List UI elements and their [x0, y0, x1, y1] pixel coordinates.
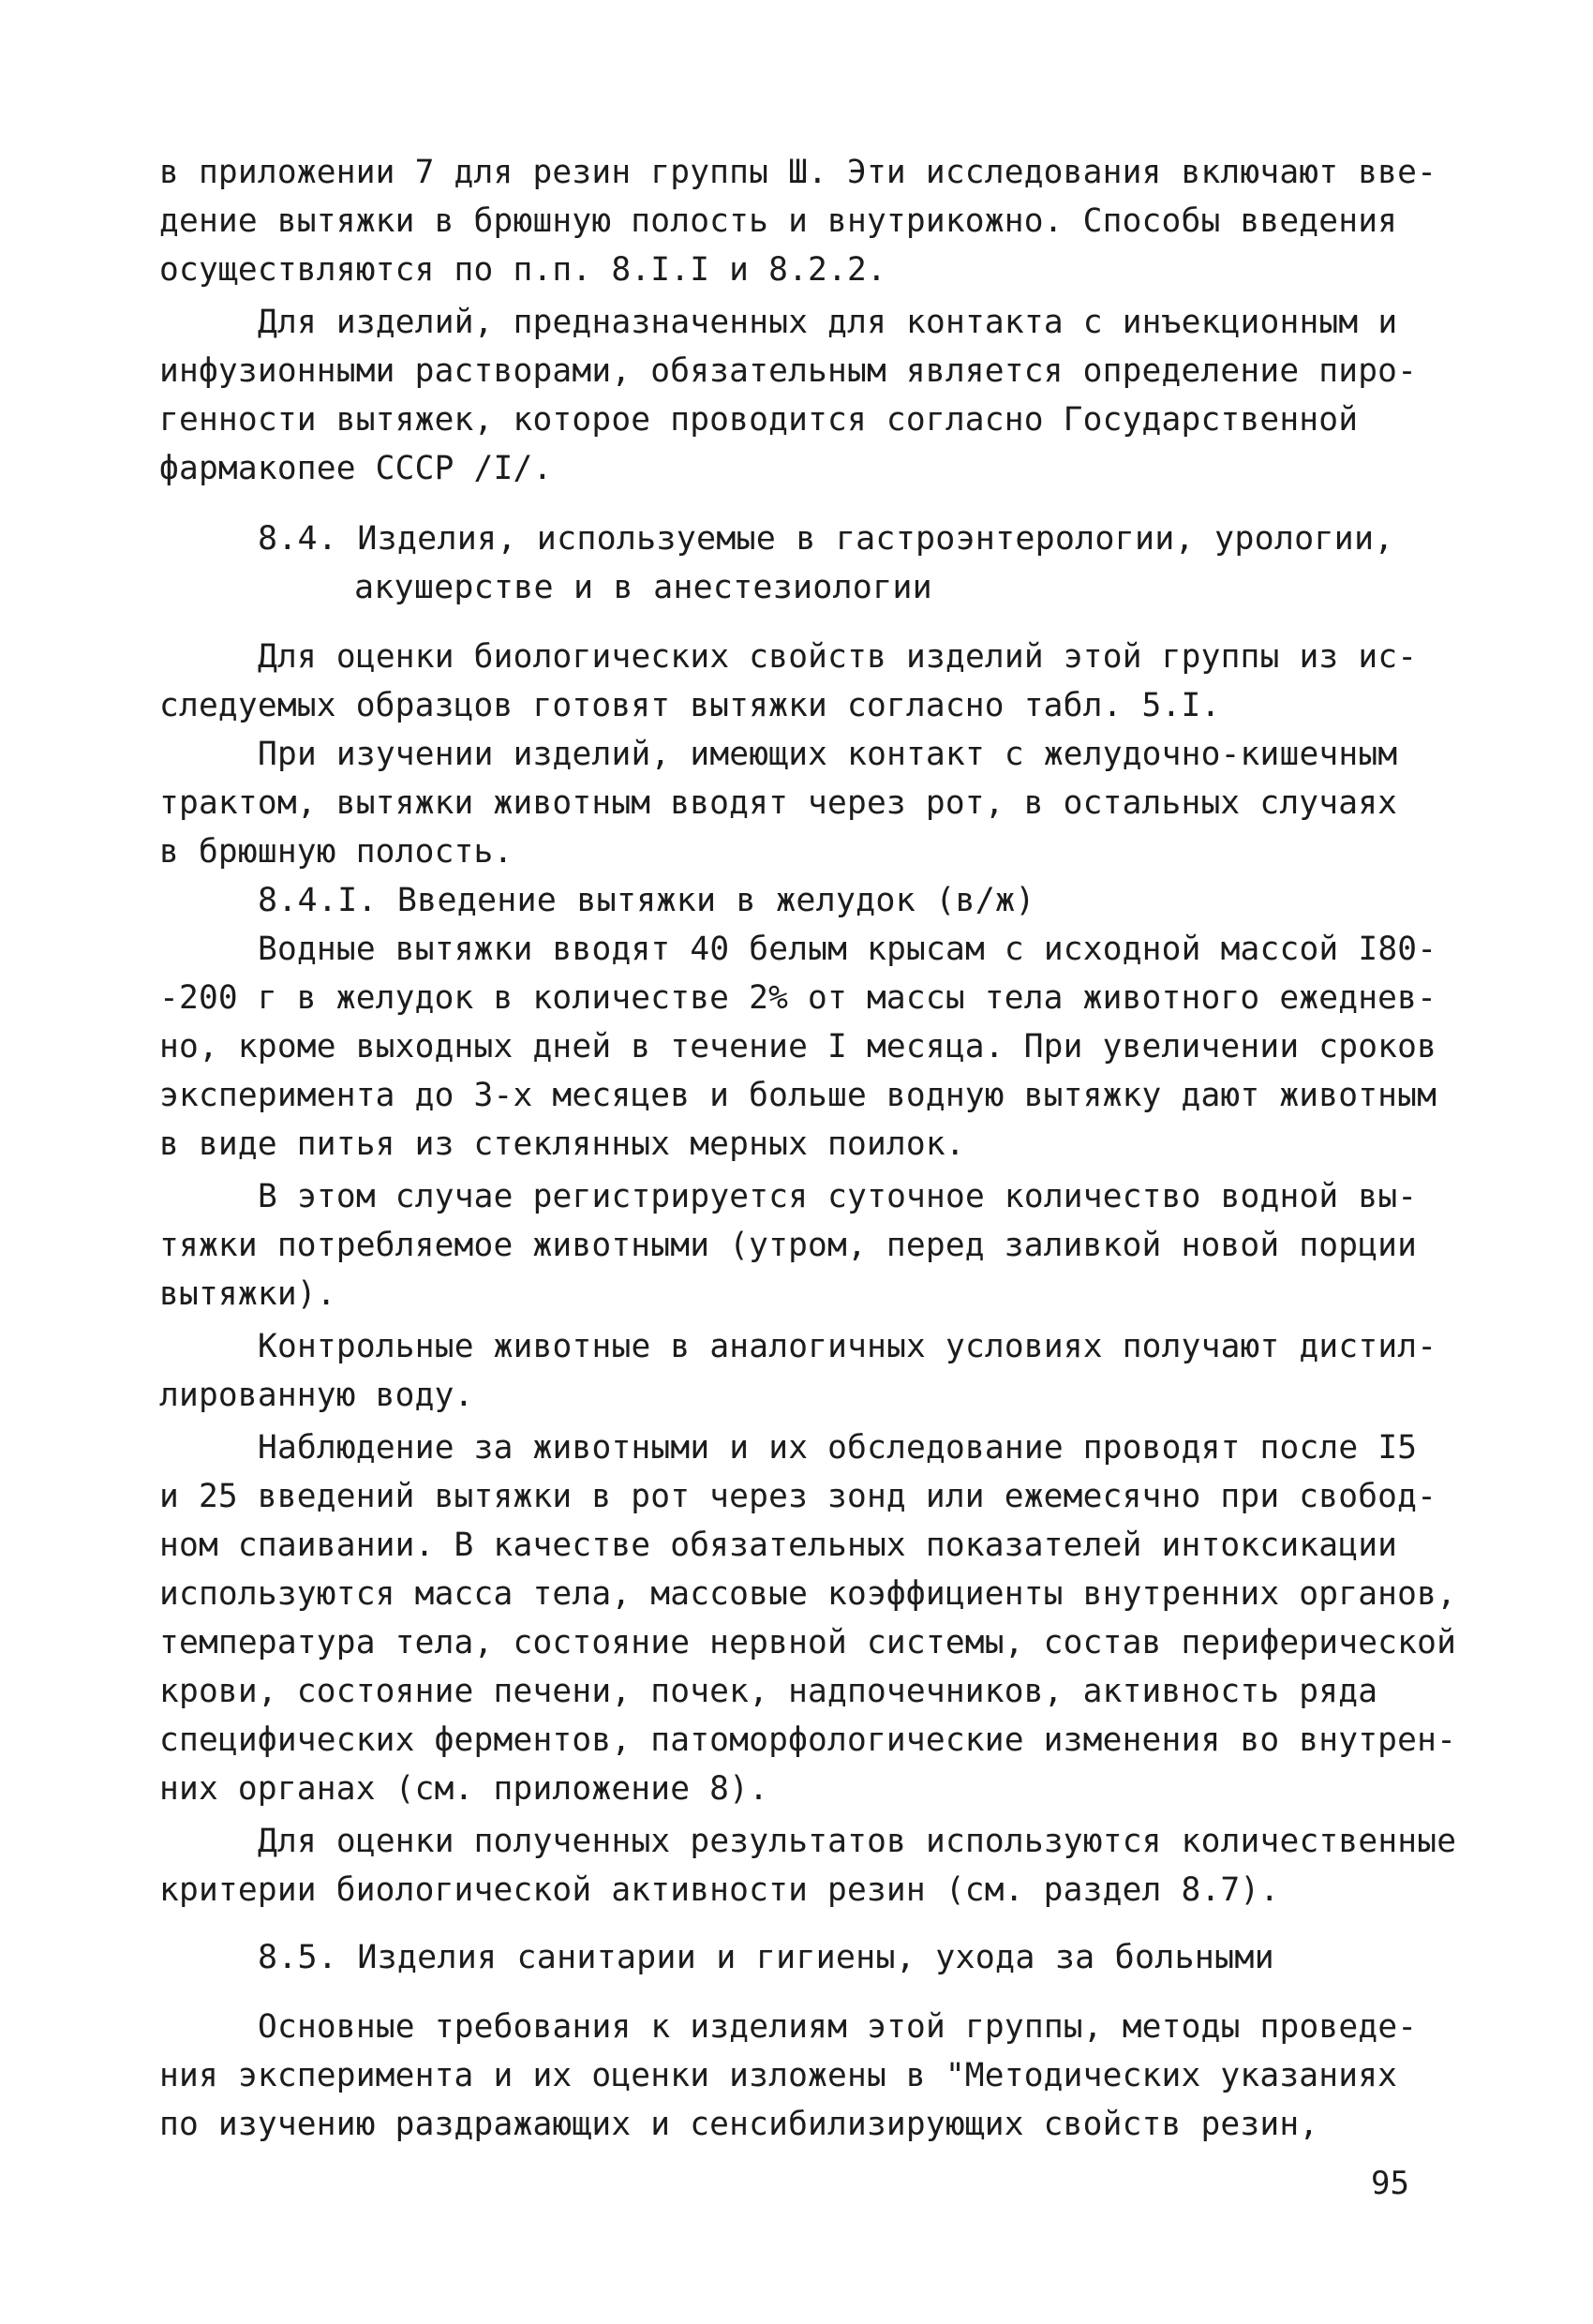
text-line: фармакопее СССР /I/.	[159, 450, 553, 487]
text-line: крови, состояние печени, почек, надпочечников, активность ряда	[159, 1673, 1378, 1710]
text-line: вытяжки).	[159, 1275, 336, 1313]
page-number: 95	[1371, 2165, 1409, 2202]
text-line: При изучении изделий, имеющих контакт с желудочно-кишечным	[258, 736, 1398, 773]
text-line: тяжки потребляемое животными (утром, перед заливкой новой порции	[159, 1227, 1418, 1264]
text-line: по изучению раздражающих и сенсибилизирующих свойств резин,	[159, 2106, 1319, 2143]
text-line: Контрольные животные в аналогичных условиях получают дистил-	[258, 1328, 1437, 1365]
text-line: Для изделий, предназначенных для контакта с инъекционным и	[258, 304, 1398, 341]
text-line: следуемых образцов готовят вытяжки согласно табл. 5.I.	[159, 687, 1221, 724]
text-line: в виде питья из стеклянных мерных поилок.	[159, 1125, 965, 1163]
text-line: ном спаивании. В качестве обязательных показателей интоксикации	[159, 1527, 1398, 1564]
text-line: трактом, вытяжки животным вводят через рот, в остальных случаях	[159, 784, 1398, 822]
subsection-heading: 8.4.I. Введение вытяжки в желудок (в/ж)	[258, 882, 1035, 919]
text-line: используются масса тела, массовые коэффициенты внутренних органов,	[159, 1575, 1457, 1613]
text-line: Для оценки полученных результатов используются количественные	[258, 1823, 1457, 1860]
text-line: температура тела, состояние нервной системы, состав периферической	[159, 1624, 1457, 1661]
text-line: ния эксперимента и их оценки изложены в "Методических указаниях	[159, 2057, 1398, 2094]
section-heading: 8.4. Изделия, используемые в гастроэнтерологии, урологии,	[258, 520, 1394, 558]
text-line: них органах (см. приложение 8).	[159, 1770, 769, 1808]
text-line: инфузионными растворами, обязательным является определение пиро-	[159, 352, 1418, 390]
text-line: осуществляются по п.п. 8.I.I и 8.2.2.	[159, 251, 886, 289]
text-line: Для оценки биологических свойств изделий этой группы из ис-	[258, 638, 1418, 676]
text-line: эксперимента до 3-х месяцев и больше водную вытяжку дают животным	[159, 1077, 1437, 1114]
text-line: в брюшную полость.	[159, 833, 514, 871]
section-heading: 8.5. Изделия санитарии и гигиены, ухода за больными	[258, 1939, 1274, 1976]
text-line: специфических ферментов, патоморфологические изменения во внутрен-	[159, 1721, 1457, 1759]
text-line: генности вытяжек, которое проводится согласно Государственной	[159, 401, 1359, 439]
text-line: дение вытяжки в брюшную полость и внутрикожно. Способы введения	[159, 202, 1398, 240]
text-line: лированную воду.	[159, 1377, 474, 1414]
text-line: -200 г в желудок в количестве 2% от массы тела животного ежеднев-	[159, 979, 1437, 1017]
text-line: Основные требования к изделиям этой группы, методы проведе-	[258, 2008, 1418, 2046]
section-heading: акушерстве и в анестезиологии	[354, 569, 932, 606]
text-line: Водные вытяжки вводят 40 белым крысам с исходной массой I80-	[258, 931, 1437, 968]
text-line: В этом случае регистрируется суточное количество водной вы-	[258, 1178, 1418, 1215]
text-line: в приложении 7 для резин группы Ш. Эти исследования включают вве-	[159, 154, 1437, 191]
text-line: критерии биологической активности резин (см. раздел 8.7).	[159, 1871, 1280, 1909]
text-line: Наблюдение за животными и их обследование проводят после I5	[258, 1429, 1418, 1467]
text-line: но, кроме выходных дней в течение I месяца. При увеличении сроков	[159, 1028, 1437, 1065]
text-line: и 25 введений вытяжки в рот через зонд или ежемесячно при свобод-	[159, 1478, 1437, 1515]
